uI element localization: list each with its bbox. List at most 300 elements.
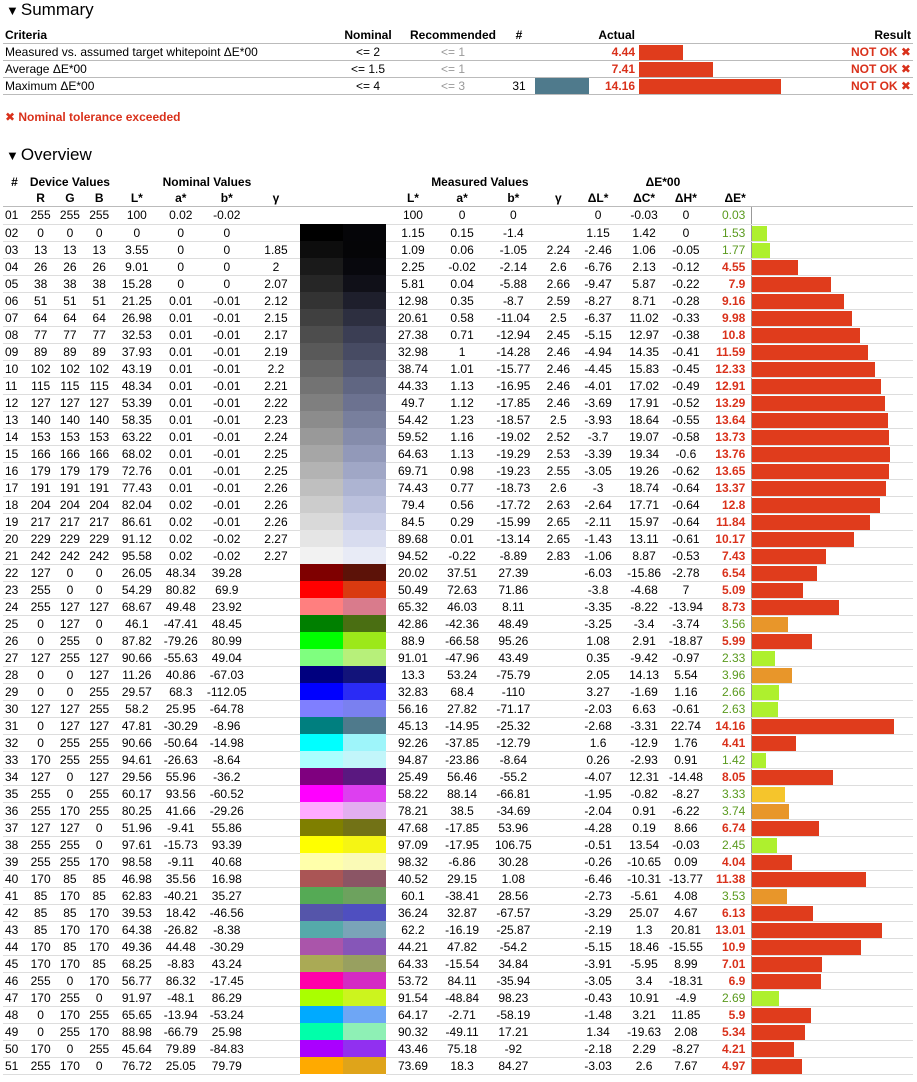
col-measured-b: b* [484, 190, 543, 207]
patch-row [3, 326, 913, 343]
delta-e: 3.53 [706, 887, 752, 904]
device-r: 127 [26, 700, 55, 717]
delta-c: -19.63 [622, 1023, 666, 1040]
nominal-b: -0.01 [202, 292, 252, 309]
nominal-color-swatch [300, 972, 343, 989]
delta-l: -0.26 [574, 853, 622, 870]
patch-swatch [300, 751, 386, 768]
nominal-gamma [252, 598, 300, 615]
nominal-l: 90.66 [114, 649, 160, 666]
nominal-b: -0.02 [202, 207, 252, 225]
delta-e-bar-cell [752, 632, 913, 649]
result-cell: NOT OK ✖ [785, 61, 913, 78]
measured-l: 100 [386, 207, 440, 225]
measured-gamma [543, 819, 574, 836]
measured-l: 38.74 [386, 360, 440, 377]
device-r: 255 [26, 1057, 55, 1074]
device-b: 0 [85, 615, 114, 632]
worst-patch-number: 31 [503, 78, 535, 95]
measured-color-swatch [343, 768, 386, 785]
measured-l: 62.2 [386, 921, 440, 938]
patch-number: 51 [3, 1057, 26, 1074]
measured-color-swatch [343, 1057, 386, 1074]
nominal-color-swatch [300, 666, 343, 683]
patch-number: 24 [3, 598, 26, 615]
delta-h: 7 [666, 581, 706, 598]
nominal-color-swatch [300, 581, 343, 598]
measured-gamma [543, 751, 574, 768]
patch-row [3, 768, 913, 785]
nominal-a: 18.42 [160, 904, 202, 921]
nominal-a: 86.32 [160, 972, 202, 989]
measured-b: -67.57 [484, 904, 543, 921]
delta-c: 17.91 [622, 394, 666, 411]
nominal-l: 48.34 [114, 377, 160, 394]
delta-l: -2.64 [574, 496, 622, 513]
device-g: 170 [55, 955, 84, 972]
actual-bar-cell [639, 78, 785, 95]
delta-e-bar-cell [752, 615, 913, 632]
delta-e-bar-cell [752, 1006, 913, 1023]
patch-row [3, 904, 913, 921]
delta-c: 2.29 [622, 1040, 666, 1057]
nominal-gamma [252, 666, 300, 683]
device-r: 255 [26, 207, 55, 225]
nominal-l: 77.43 [114, 479, 160, 496]
device-b: 77 [85, 326, 114, 343]
device-r: 85 [26, 904, 55, 921]
patch-swatch [300, 564, 386, 581]
overview-header[interactable] [6, 145, 92, 166]
patch-swatch [300, 343, 386, 360]
measured-color-swatch [343, 445, 386, 462]
worst-patch-swatch [535, 61, 589, 78]
device-r: 255 [26, 785, 55, 802]
delta-e: 13.73 [706, 428, 752, 445]
collapse-triangle-icon[interactable]: ▼ [6, 3, 19, 18]
device-b: 127 [85, 768, 114, 785]
delta-e-bar [752, 770, 833, 785]
delta-e-bar-cell [752, 275, 913, 292]
measured-a: 32.87 [440, 904, 484, 921]
nominal-a: 0 [160, 241, 202, 258]
delta-e: 3.56 [706, 615, 752, 632]
nominal-l: 87.82 [114, 632, 160, 649]
nominal-b: -0.01 [202, 496, 252, 513]
patch-row [3, 955, 913, 972]
nominal-color-swatch [300, 887, 343, 904]
collapse-triangle-icon[interactable]: ▼ [6, 148, 19, 163]
de00-header: ΔE*00 [645, 175, 681, 189]
nominal-a: -8.83 [160, 955, 202, 972]
delta-h: -3.74 [666, 615, 706, 632]
device-r: 204 [26, 496, 55, 513]
measured-gamma [543, 564, 574, 581]
nominal-gamma [252, 1040, 300, 1057]
patch-row [3, 870, 913, 887]
patch-row [3, 1040, 913, 1057]
measured-l: 84.5 [386, 513, 440, 530]
delta-h: -0.55 [666, 411, 706, 428]
delta-l: -3 [574, 479, 622, 496]
delta-l: 0 [574, 207, 622, 225]
nominal-b: -84.83 [202, 1040, 252, 1057]
delta-e-bar-cell [752, 445, 913, 462]
delta-c: 19.07 [622, 428, 666, 445]
device-r: 51 [26, 292, 55, 309]
nominal-b: -36.2 [202, 768, 252, 785]
delta-h: -4.9 [666, 989, 706, 1006]
nominal-color-swatch [300, 989, 343, 1006]
patch-number: 44 [3, 938, 26, 955]
delta-l: -0.51 [574, 836, 622, 853]
delta-e-bar [752, 396, 885, 411]
measured-b: 1.08 [484, 870, 543, 887]
device-r: 255 [26, 836, 55, 853]
device-g: 64 [55, 309, 84, 326]
measured-color-swatch [343, 921, 386, 938]
delta-e: 9.16 [706, 292, 752, 309]
nominal-gamma [252, 1023, 300, 1040]
measured-a: -23.86 [440, 751, 484, 768]
device-g: 85 [55, 904, 84, 921]
delta-e-bar [752, 651, 775, 666]
nominal-color-swatch [300, 496, 343, 513]
delta-c: 12.31 [622, 768, 666, 785]
patch-row [3, 683, 913, 700]
nominal-a: 48.34 [160, 564, 202, 581]
delta-e-bar [752, 481, 886, 496]
measured-l: 44.21 [386, 938, 440, 955]
nominal-l: 58.35 [114, 411, 160, 428]
delta-l: -1.06 [574, 547, 622, 564]
nominal-gamma [252, 989, 300, 1006]
nominal-a: -66.79 [160, 1023, 202, 1040]
device-g: 26 [55, 258, 84, 275]
nominal-b: -0.01 [202, 326, 252, 343]
delta-h: -8.27 [666, 785, 706, 802]
patch-swatch [300, 292, 386, 309]
measured-b: -18.57 [484, 411, 543, 428]
measured-a: -6.86 [440, 853, 484, 870]
patch-number: 11 [3, 377, 26, 394]
patch-swatch [300, 921, 386, 938]
delta-e-bar [752, 957, 822, 972]
device-b: 153 [85, 428, 114, 445]
measured-color-swatch [343, 292, 386, 309]
patch-swatch [300, 598, 386, 615]
nominal-l: 97.61 [114, 836, 160, 853]
delta-h: 1.16 [666, 683, 706, 700]
delta-e: 1.42 [706, 751, 752, 768]
nominal-l: 46.1 [114, 615, 160, 632]
delta-e-bar [752, 685, 779, 700]
delta-c: -2.93 [622, 751, 666, 768]
delta-e-bar-cell [752, 564, 913, 581]
measured-gamma [543, 989, 574, 1006]
patch-number: 36 [3, 802, 26, 819]
measured-gamma [543, 1023, 574, 1040]
delta-e-bar [752, 855, 792, 870]
patch-number: 34 [3, 768, 26, 785]
delta-l: -3.29 [574, 904, 622, 921]
delta-e-bar [752, 974, 821, 989]
device-b: 255 [85, 734, 114, 751]
delta-l: -1.43 [574, 530, 622, 547]
delta-c: -10.31 [622, 870, 666, 887]
delta-e: 12.33 [706, 360, 752, 377]
device-g: 255 [55, 989, 84, 1006]
nominal-l: 86.61 [114, 513, 160, 530]
measured-color-swatch [343, 887, 386, 904]
delta-e-bar [752, 1008, 811, 1023]
measured-a: -49.11 [440, 1023, 484, 1040]
worst-patch-swatch [535, 78, 589, 95]
col-measured-a: a* [440, 190, 484, 207]
delta-e: 13.65 [706, 462, 752, 479]
measured-l: 53.72 [386, 972, 440, 989]
nominal-color-swatch [300, 1006, 343, 1023]
device-r: 0 [26, 734, 55, 751]
patch-row [3, 989, 913, 1006]
device-g: 170 [55, 1006, 84, 1023]
nominal-b: 79.79 [202, 1057, 252, 1074]
delta-e-bar [752, 379, 881, 394]
delta-c: 3.21 [622, 1006, 666, 1023]
delta-h: 0.09 [666, 853, 706, 870]
measured-b: -8.89 [484, 547, 543, 564]
patch-row [3, 819, 913, 836]
delta-h: -0.38 [666, 326, 706, 343]
delta-e-bar [752, 804, 789, 819]
delta-e: 4.04 [706, 853, 752, 870]
delta-e-bar-cell [752, 411, 913, 428]
patch-swatch [300, 649, 386, 666]
patch-swatch [300, 224, 386, 241]
nominal-l: 29.56 [114, 768, 160, 785]
nominal-l: 26.05 [114, 564, 160, 581]
delta-e: 5.09 [706, 581, 752, 598]
delta-e: 3.96 [706, 666, 752, 683]
delta-c: 15.97 [622, 513, 666, 530]
nominal-color-swatch [300, 479, 343, 496]
measured-l: 88.9 [386, 632, 440, 649]
nominal-b: 43.24 [202, 955, 252, 972]
measured-a: 0.58 [440, 309, 484, 326]
measured-a: 27.82 [440, 700, 484, 717]
nominal-color-swatch [300, 649, 343, 666]
nominal-gamma [252, 564, 300, 581]
device-r: 255 [26, 598, 55, 615]
measured-values-header: Measured Values [431, 175, 529, 189]
device-g: 255 [55, 649, 84, 666]
patch-row [3, 343, 913, 360]
measured-b: 43.49 [484, 649, 543, 666]
measured-b: -25.32 [484, 717, 543, 734]
delta-e-bar [752, 617, 788, 632]
measured-b: -19.02 [484, 428, 543, 445]
nominal-l: 76.72 [114, 1057, 160, 1074]
device-g: 127 [55, 598, 84, 615]
nominal-color-swatch [300, 462, 343, 479]
nominal-a: 0.01 [160, 445, 202, 462]
col-nominal-gamma: γ [252, 190, 300, 207]
nominal-l: 98.58 [114, 853, 160, 870]
delta-l: -3.69 [574, 394, 622, 411]
nominal-color-swatch [300, 870, 343, 887]
delta-h: -0.97 [666, 649, 706, 666]
device-g: 217 [55, 513, 84, 530]
measured-gamma [543, 955, 574, 972]
delta-e-bar-cell [752, 717, 913, 734]
summary-header[interactable] [6, 0, 94, 21]
delta-e: 8.73 [706, 598, 752, 615]
patch-swatch [300, 309, 386, 326]
measured-color-swatch [343, 989, 386, 1006]
device-g: 0 [55, 581, 84, 598]
nominal-l: 91.12 [114, 530, 160, 547]
measured-color-swatch [343, 870, 386, 887]
nominal-color-swatch [300, 1057, 343, 1074]
delta-e-bar-cell [752, 700, 913, 717]
delta-c: 17.71 [622, 496, 666, 513]
device-r: 127 [26, 394, 55, 411]
delta-h: -0.61 [666, 530, 706, 547]
measured-gamma [543, 1057, 574, 1074]
device-b: 255 [85, 785, 114, 802]
patch-swatch [300, 1057, 386, 1074]
nominal-color-swatch [300, 785, 343, 802]
patch-row [3, 241, 913, 258]
nominal-color-swatch [300, 513, 343, 530]
patch-number: 14 [3, 428, 26, 445]
device-g: 13 [55, 241, 84, 258]
device-r: 85 [26, 921, 55, 938]
delta-h: 8.66 [666, 819, 706, 836]
criteria-cell: Measured vs. assumed target whitepoint ΔE*00 [3, 44, 333, 61]
device-b: 0 [85, 1057, 114, 1074]
delta-h: -0.64 [666, 496, 706, 513]
nominal-b: 49.04 [202, 649, 252, 666]
delta-h: 11.85 [666, 1006, 706, 1023]
delta-e-bar-cell [752, 1057, 913, 1074]
measured-l: 54.42 [386, 411, 440, 428]
measured-b: -14.28 [484, 343, 543, 360]
device-g: 255 [55, 853, 84, 870]
measured-color-swatch [343, 241, 386, 258]
delta-l: -1.48 [574, 1006, 622, 1023]
measured-b: -54.2 [484, 938, 543, 955]
delta-h: 0 [666, 224, 706, 241]
delta-h: -15.55 [666, 938, 706, 955]
device-r: 170 [26, 938, 55, 955]
patch-row [3, 700, 913, 717]
delta-c: 12.97 [622, 326, 666, 343]
delta-c: 2.91 [622, 632, 666, 649]
actual-bar-cell [639, 61, 785, 78]
delta-e-bar [752, 600, 839, 615]
delta-h: -0.22 [666, 275, 706, 292]
delta-h: -2.78 [666, 564, 706, 581]
delta-e-bar-cell [752, 547, 913, 564]
recommended-cell: <= 3 [403, 78, 503, 95]
measured-color-swatch [343, 377, 386, 394]
nominal-b: 69.9 [202, 581, 252, 598]
patch-number: 33 [3, 751, 26, 768]
device-r: 242 [26, 547, 55, 564]
measured-a: 0.56 [440, 496, 484, 513]
nominal-gamma: 2.2 [252, 360, 300, 377]
patch-row [3, 615, 913, 632]
delta-e-bar [752, 668, 792, 683]
delta-e: 13.37 [706, 479, 752, 496]
nominal-a: 0.01 [160, 411, 202, 428]
nominal-l: 68.67 [114, 598, 160, 615]
measured-a: 29.15 [440, 870, 484, 887]
delta-l: 0.26 [574, 751, 622, 768]
measured-l: 97.09 [386, 836, 440, 853]
delta-e-bar-cell [752, 683, 913, 700]
patch-number: 31 [3, 717, 26, 734]
patch-row [3, 377, 913, 394]
measured-color-swatch [343, 666, 386, 683]
nominal-a: 0.01 [160, 479, 202, 496]
nominal-l: 65.65 [114, 1006, 160, 1023]
device-g: 38 [55, 275, 84, 292]
measured-color-swatch [343, 904, 386, 921]
actual-bar [639, 62, 713, 77]
patch-row [3, 275, 913, 292]
measured-l: 58.22 [386, 785, 440, 802]
patch-row [3, 802, 913, 819]
nominal-l: 37.93 [114, 343, 160, 360]
device-g: 85 [55, 870, 84, 887]
measured-b: -110 [484, 683, 543, 700]
device-b: 38 [85, 275, 114, 292]
patch-swatch [300, 887, 386, 904]
hash-header: # [503, 27, 535, 44]
measured-a: 72.63 [440, 581, 484, 598]
nominal-l: 68.02 [114, 445, 160, 462]
patch-number: 29 [3, 683, 26, 700]
device-r: 0 [26, 1023, 55, 1040]
nominal-gamma [252, 615, 300, 632]
nominal-color-swatch [300, 802, 343, 819]
delta-e-bar-cell [752, 921, 913, 938]
patch-number: 13 [3, 411, 26, 428]
patch-row [3, 224, 913, 241]
worst-patch-number [503, 61, 535, 78]
measured-gamma: 2.53 [543, 445, 574, 462]
measured-gamma: 2.83 [543, 547, 574, 564]
nominal-cell: <= 2 [333, 44, 403, 61]
delta-h: -18.87 [666, 632, 706, 649]
measured-gamma [543, 632, 574, 649]
delta-e-bar [752, 702, 778, 717]
measured-a: -47.96 [440, 649, 484, 666]
patch-swatch [300, 904, 386, 921]
measured-gamma: 2.46 [543, 360, 574, 377]
device-g: 127 [55, 615, 84, 632]
nominal-l: 3.55 [114, 241, 160, 258]
delta-l: -3.93 [574, 411, 622, 428]
nominal-color-swatch [300, 394, 343, 411]
delta-c: -15.86 [622, 564, 666, 581]
nominal-a: 0.01 [160, 343, 202, 360]
delta-l: -2.03 [574, 700, 622, 717]
device-b: 85 [85, 955, 114, 972]
nominal-color-swatch [300, 1040, 343, 1057]
